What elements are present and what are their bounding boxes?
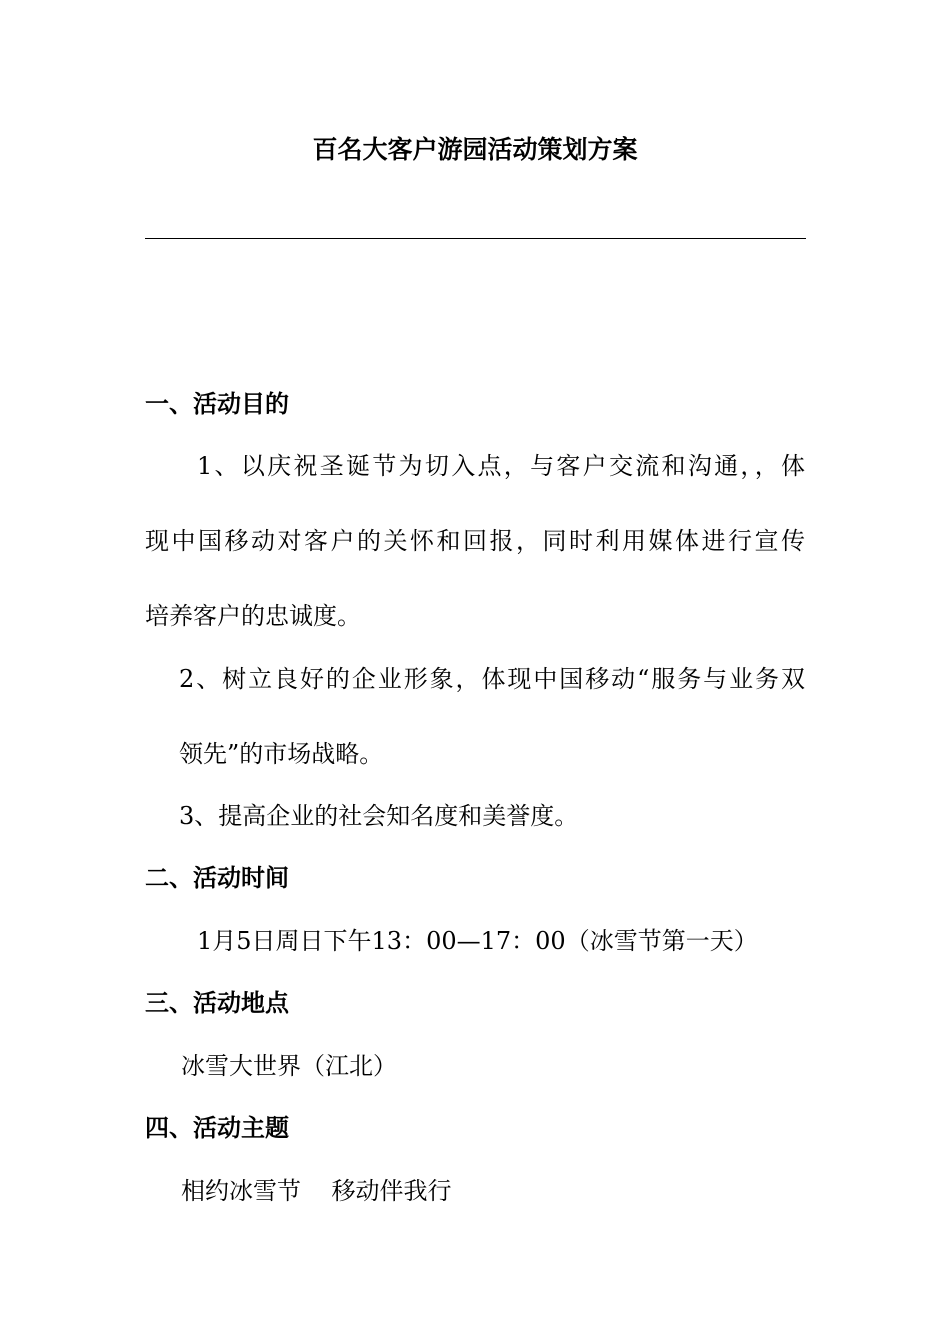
paragraph-line: 培养客户的忠诚度。 bbox=[145, 602, 361, 630]
paragraph-line: 现中国移动对客户的关怀和回报，同时利用媒体进行宣传 bbox=[145, 527, 805, 555]
section-heading-time: 二、活动时间 bbox=[145, 864, 289, 892]
document-title: 百名大客户游园活动策划方案 bbox=[312, 135, 638, 164]
section-heading-theme: 四、活动主题 bbox=[145, 1114, 289, 1142]
section-heading-location: 三、活动地点 bbox=[145, 989, 289, 1017]
paragraph-line: 3、提高企业的社会知名度和美誉度。 bbox=[179, 802, 579, 830]
event-theme-text: 相约冰雪节 移动伴我行 bbox=[181, 1177, 452, 1205]
paragraph-line: 领先”的市场战略。 bbox=[179, 740, 384, 768]
section-heading-purpose: 一、活动目的 bbox=[145, 390, 289, 418]
paragraph-line: 2、树立良好的企业形象，体现中国移动“服务与业务双 bbox=[179, 665, 805, 693]
paragraph-line: 1、以庆祝圣诞节为切入点，与客户交流和沟通，，体 bbox=[197, 452, 805, 480]
title-divider bbox=[145, 238, 806, 239]
event-time-text: 1月5日周日下午13：00—17：00（冰雪节第一天） bbox=[197, 927, 758, 955]
event-location-text: 冰雪大世界（江北） bbox=[181, 1052, 397, 1080]
